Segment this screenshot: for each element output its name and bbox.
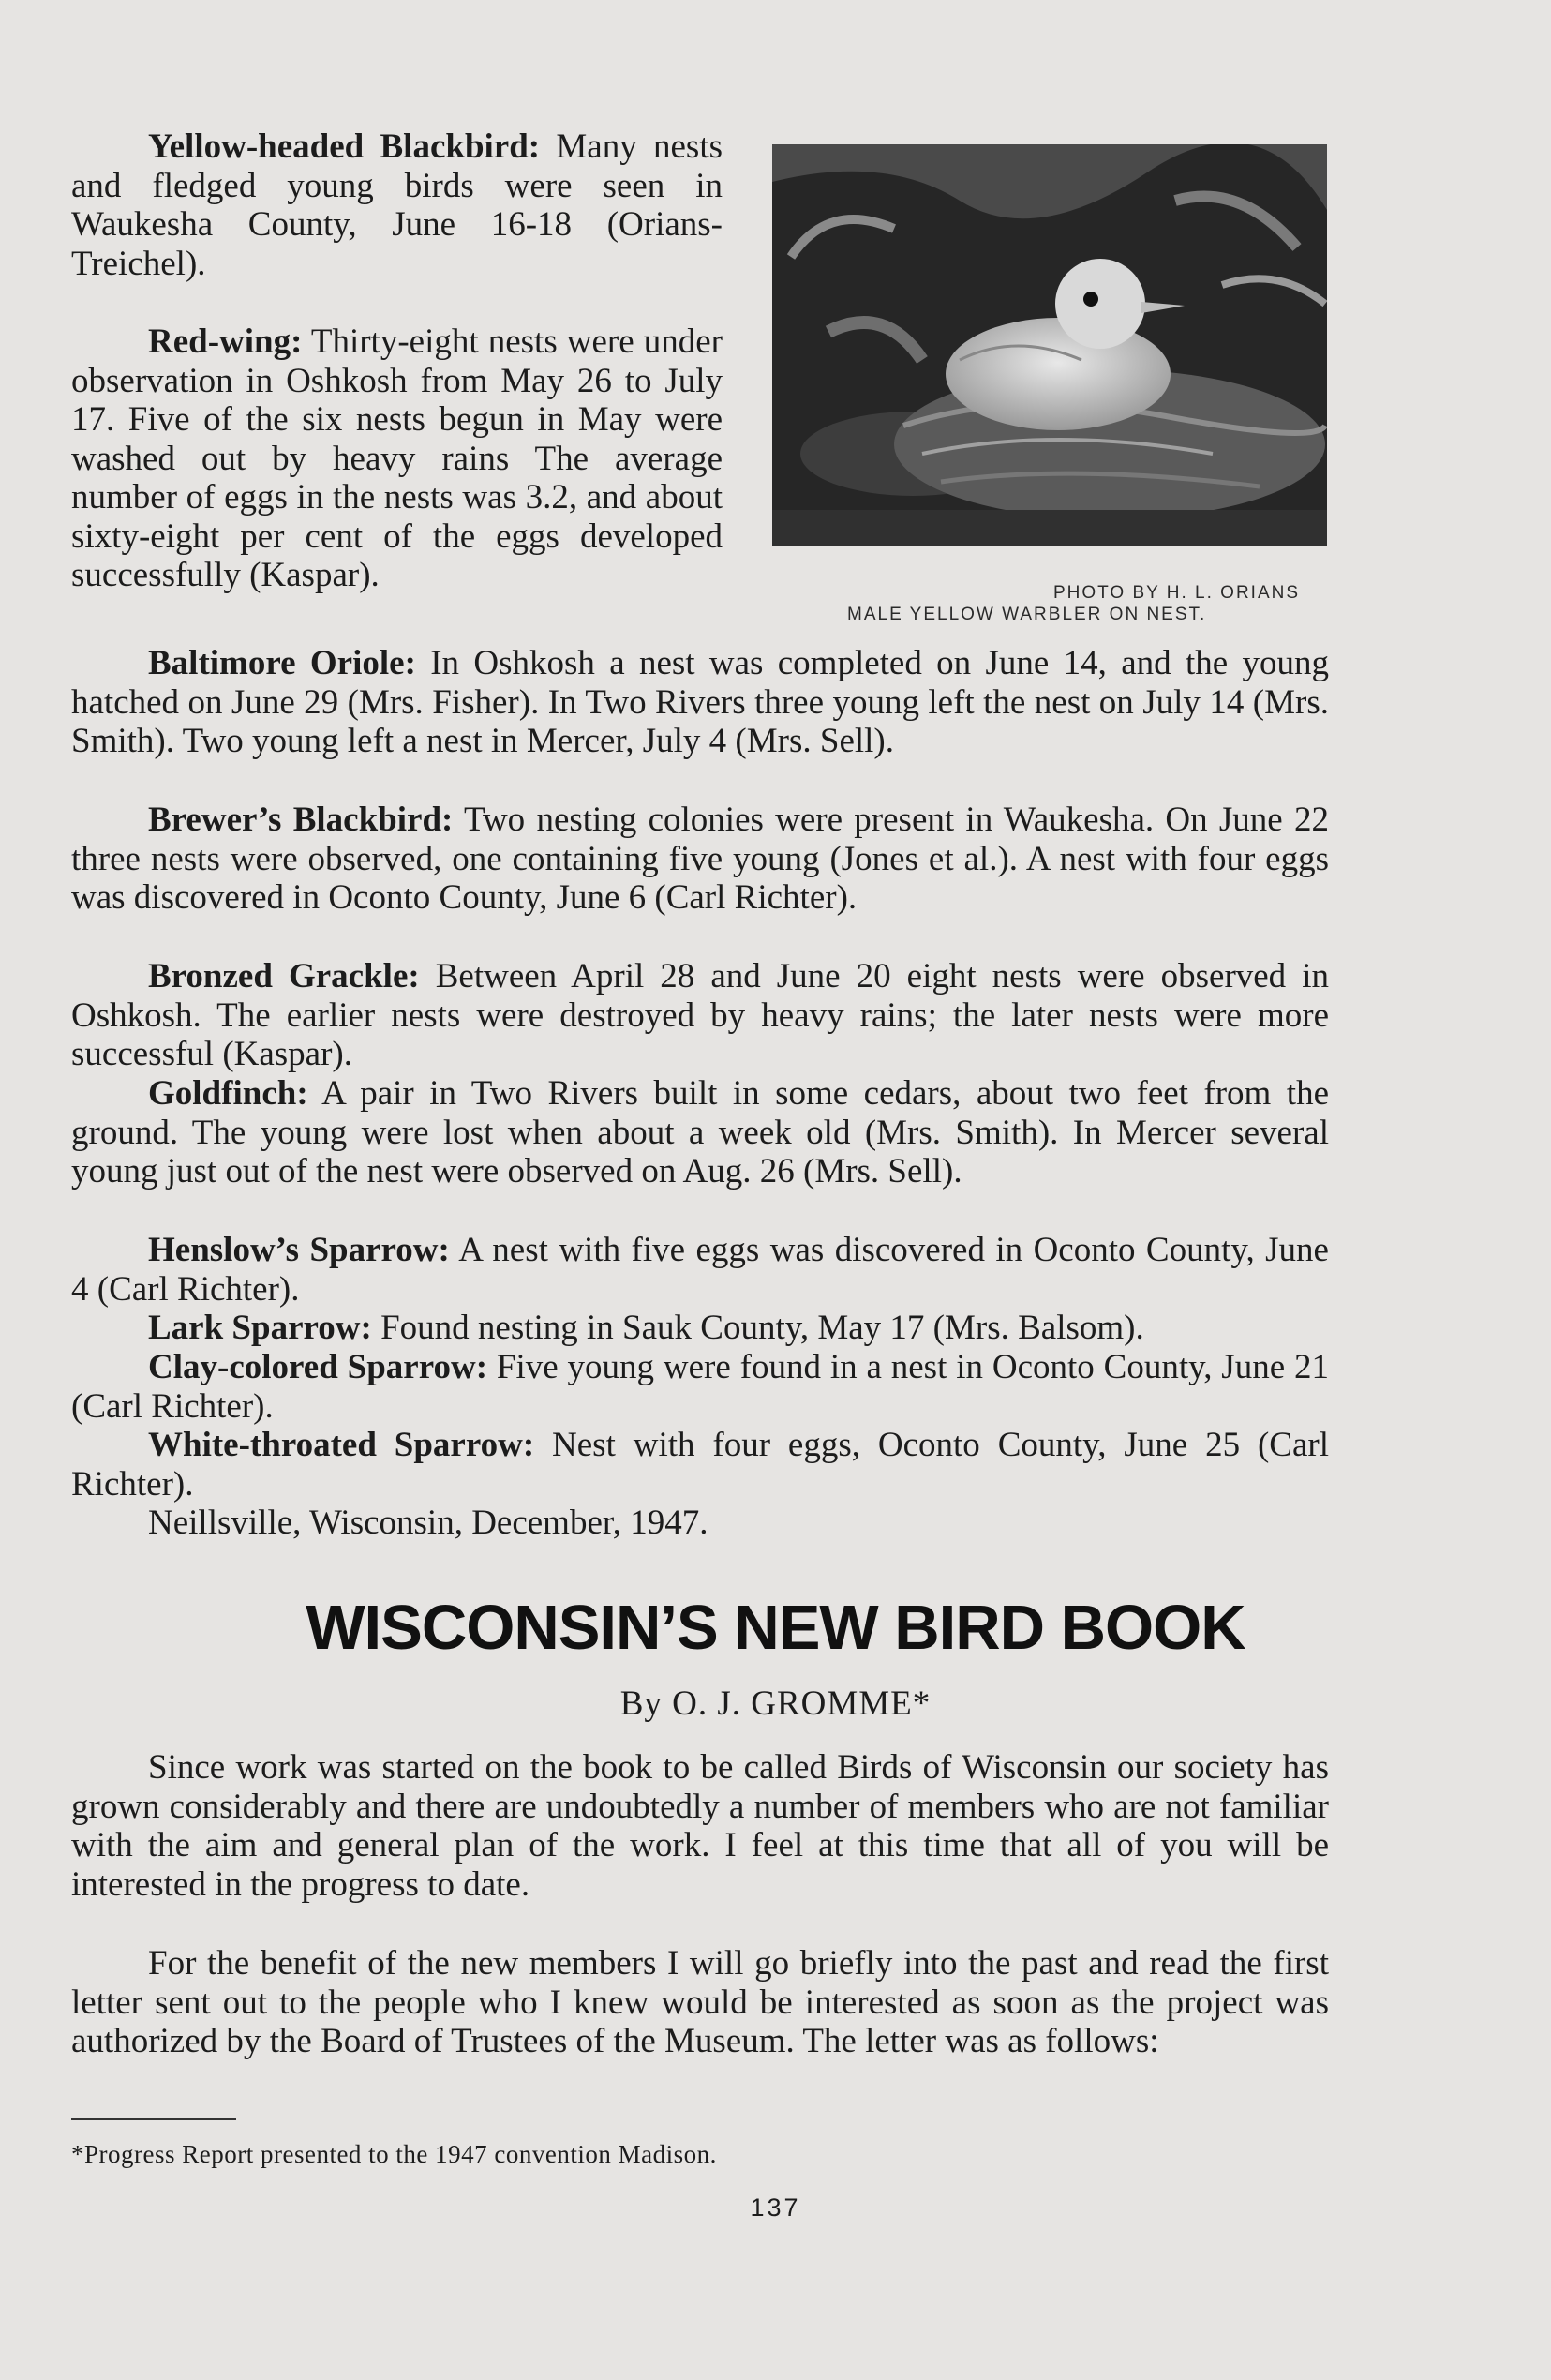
article-title: WISCONSIN’S NEW BIRD BOOK [306, 1593, 1245, 1663]
entry-text: Nest with four eggs, Oconto County, June 25 (Carl Richter). [71, 1426, 1329, 1504]
entry-text: Five young were found in a nest in Oconto County, June 21 (Carl Richter). [71, 1348, 1329, 1426]
footnote: *Progress Report presented to the 1947 convention Madison. [71, 2140, 717, 2168]
footnote-divider [71, 2118, 236, 2120]
entry-white-throated-sparrow [71, 1426, 1329, 1504]
article-paragraph: For the benefit of the new members I will go briefly into the past and read the first letter sent out to the people who I knew would be interested as soon as the project was authorized by the Board of Trustees of the Museum. The letter was as follows: [71, 1944, 1329, 2060]
entry-lark-sparrow [71, 1309, 1329, 1348]
species-name: Lark Sparrow: [148, 1309, 372, 1347]
species-name: Clay-colored Sparrow: [148, 1348, 488, 1386]
species-name: Goldfinch: [148, 1074, 308, 1113]
entry-baltimore-oriole [71, 644, 1329, 761]
entry-bronzed-grackle [71, 957, 1329, 1074]
entry-yellow-headed-blackbird [71, 127, 723, 283]
entry-text: Thirty-eight nests were under observation in Oshkosh from May 26 to July 17. Five of the six nests begun in May were washed out by heavy rains The average number of eggs in the nests was 3.2, and about sixty-eight per cent of the eggs developed successfully (Kaspar). [71, 322, 723, 594]
signoff: Neillsville, Wisconsin, December, 1947. [148, 1504, 708, 1542]
species-name: Baltimore Oriole: [148, 644, 416, 682]
article-paragraph: Since work was started on the book to be called Birds of Wisconsin our society has grown considerably and there are undoubtedly a number of members who are not familiar with the aim and general plan of the work. I feel at this time that all of you will be interested in the progress to date. [71, 1748, 1329, 1904]
page-number: 137 [750, 2193, 801, 2222]
photo-credit: PHOTO BY H. L. ORIANS [1053, 583, 1301, 603]
species-name: Bronzed Grackle: [148, 957, 420, 995]
species-name: Yellow-headed Blackbird: [148, 127, 541, 166]
entry-text: Two nesting colonies were present in Waukesha. On June 22 three nests were observed, one containing five young (Jones et al.). A nest with four eggs was discovered in Oconto County, June 6 (Carl Richter). [71, 801, 1329, 917]
species-name: Henslow’s Sparrow: [148, 1231, 450, 1269]
bird-photo [772, 144, 1327, 546]
entry-text: Found nesting in Sauk County, May 17 (Mrs. Balsom). [371, 1309, 1144, 1347]
entry-text: Many nests and fledged young birds were seen in Waukesha County, June 16-18 (Orians-Treichel). [71, 127, 723, 283]
species-name: Brewer’s Blackbird: [148, 801, 454, 839]
entry-text: Between April 28 and June 20 eight nests were observed in Oshkosh. The earlier nests were destroyed by heavy rains; the later nests were more successful (Kaspar). [71, 957, 1329, 1073]
warbler-on-nest-image [772, 144, 1327, 546]
species-name: White-throated Sparrow: [148, 1426, 535, 1464]
entry-clay-colored-sparrow [71, 1348, 1329, 1426]
species-name: Red-wing: [148, 322, 303, 361]
entry-text: A pair in Two Rivers built in some cedars, about two feet from the ground. The young were lost when about a week old (Mrs. Smith). In Mercer several young just out of the nest were observed on Aug. 26 (Mrs. Sell). [71, 1074, 1329, 1190]
entry-text: In Oshkosh a nest was completed on June 14, and the young hatched on June 29 (Mrs. Fisher). In Two Rivers three young left the nest on July 14 (Mrs. Smith). Two young left a nest in Mercer, July 4 (Mrs. Sell). [71, 644, 1329, 760]
entry-text: A nest with five eggs was discovered in Oconto County, June 4 (Carl Richter). [71, 1231, 1329, 1309]
entry-brewers-blackbird [71, 801, 1329, 918]
entry-henslows-sparrow [71, 1231, 1329, 1309]
entry-red-wing [71, 322, 723, 595]
article-byline: By O. J. GROMME* [619, 1684, 932, 1723]
entry-goldfinch [71, 1074, 1329, 1191]
photo-caption: MALE YELLOW WARBLER ON NEST. [847, 605, 1207, 624]
